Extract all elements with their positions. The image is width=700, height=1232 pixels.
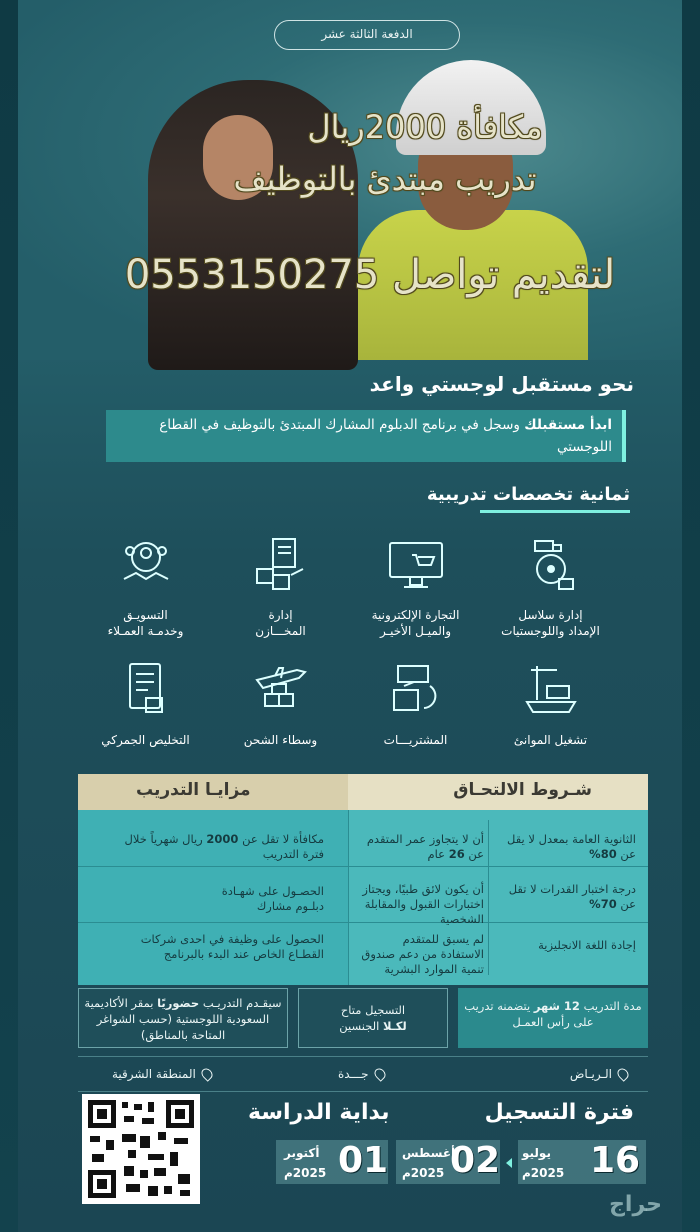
title-underline	[480, 510, 630, 513]
reg-end-month: أغسطس	[402, 1146, 456, 1160]
customer-service-icon	[116, 535, 176, 595]
spec-supply-chain	[483, 535, 618, 639]
divider	[488, 820, 489, 975]
gender-text	[299, 989, 447, 1034]
spec-label: إدارة سلاسل الإمداد واللوجستيات	[501, 608, 600, 638]
benefit-diploma: الحصـول على شهـادة دبلـوم مشارك	[221, 884, 324, 913]
condition-age	[356, 832, 484, 862]
venue-bold: حضوريًا	[157, 996, 200, 1010]
cell-text: أن لا يتجاوز عمر المتقدم عن	[366, 832, 484, 861]
condition-english: إجادة اللغة الانجليزية	[538, 938, 636, 952]
benefit-job: الحصول على وظيفة في احدى شركات القطـاع الخاص عند البدء بالبرنامج	[140, 932, 324, 961]
cell-text: عام	[427, 847, 446, 861]
spec-port	[483, 660, 618, 748]
conditions-title: شـروط الالتحـاق	[453, 780, 592, 800]
intro-bold: ابدأ مستقبلك	[524, 417, 612, 433]
spec-warehouse	[213, 535, 348, 639]
overlay-training: تدريب مبتدئ بالتوظيف	[233, 160, 537, 198]
study-start-day: 01	[338, 1140, 389, 1181]
location-pin-icon	[372, 1066, 388, 1082]
overlay-phone: لتقديم تواصل 0553150275	[124, 252, 616, 298]
benefit-stipend	[114, 832, 324, 862]
qr-code-icon	[88, 1100, 194, 1198]
port-icon	[521, 660, 581, 720]
intro-box	[106, 410, 626, 462]
spec-label: المشتريـــات	[383, 733, 448, 747]
cities-row	[78, 1056, 648, 1092]
city-eastern	[112, 1067, 212, 1081]
intro-text: وسجل في برنامج الدبلوم المشارك المبتدئ بالتوظيف في القطاع اللوجستي	[159, 417, 612, 455]
cell-bold: 26	[448, 847, 465, 861]
spec-customs	[78, 660, 213, 748]
benefits-title: مزايـا التدريب	[136, 780, 251, 800]
left-frame	[0, 0, 18, 1232]
spec-label: التجارة الإلكترونية والميـل الأخيـر	[371, 608, 460, 638]
cell-bold: 2000	[206, 832, 239, 846]
condition-medical: أن يكون لائق طبيًا، ويجتاز اختبارات القبول والمقابلة الشخصية	[362, 882, 484, 926]
batch-badge: الدفعة الثالثة عشر	[274, 20, 460, 50]
study-start-year: 2025م	[284, 1166, 327, 1180]
spec-customer-service	[78, 535, 213, 639]
venue-text	[79, 989, 287, 1043]
cell-text: درجة اختبار القدرات لا تقل عن	[508, 882, 636, 911]
spec-label: التخليص الجمركي	[101, 733, 190, 747]
duration-text	[458, 988, 648, 1030]
arrow-icon	[506, 1158, 512, 1168]
qr-code[interactable]	[82, 1094, 200, 1204]
spec-label: التسويـق وخدمـة العمـلاء	[107, 608, 184, 638]
condition-hrdf: لم يسبق للمتقدم الاستفادة من دعم صندوق تنمية الموارد البشرية	[361, 932, 484, 976]
spec-ecommerce	[348, 535, 483, 639]
reg-start-month: يوليو	[522, 1146, 551, 1160]
study-start-title: بداية الدراسة	[248, 1100, 390, 1125]
gender-box	[298, 988, 448, 1048]
warehouse-icon	[251, 535, 311, 595]
reg-end-year: 2025م	[402, 1166, 445, 1180]
city-label: الـريـاض	[569, 1067, 612, 1081]
city-riyadh	[570, 1067, 628, 1081]
specializations-title: ثمانية تخصصات تدريبية	[426, 484, 630, 505]
shipping-icon	[251, 660, 311, 720]
spec-shipping	[213, 660, 348, 748]
venue-pre: سيقـدم التدريـب	[202, 996, 282, 1010]
poster	[18, 0, 682, 1232]
procurement-icon	[386, 660, 446, 720]
watermark: حراج	[609, 1192, 662, 1217]
page-title: نحو مستقبل لوجستي واعد	[369, 372, 634, 396]
spec-label: تشغيل الموانئ	[513, 733, 588, 747]
duration-post: يتضمنه تدريب على رأس العمـل	[464, 999, 594, 1029]
row-divider	[78, 866, 648, 867]
gender-bold: لكـلا	[383, 1019, 407, 1033]
ecommerce-icon	[386, 535, 446, 595]
reg-start-day: 16	[590, 1140, 641, 1181]
condition-gpa	[496, 832, 636, 862]
venue-box	[78, 988, 288, 1048]
overlay-reward: مكافأة 2000ريال	[307, 108, 543, 146]
registration-title: فترة التسجيل	[484, 1100, 634, 1125]
venue-post: بمقر الأكاديمية السعودية اللوجستية (حسب الشواغر المتاحة بالمناطق)	[84, 996, 270, 1042]
spec-label: وسطاء الشحن	[243, 733, 318, 747]
city-jeddah	[338, 1067, 385, 1081]
reg-end-day: 02	[450, 1140, 501, 1181]
city-label: جـــدة	[338, 1067, 369, 1081]
spec-procurement	[348, 660, 483, 748]
duration-pre: مدة التدريب	[583, 999, 642, 1013]
study-start-month: أكتوبر	[284, 1146, 320, 1160]
gender-post: الجنسين	[339, 1019, 380, 1033]
cell-text: ريال شهرياً خلال فترة التدريب	[124, 832, 324, 861]
reg-start-year: 2025م	[522, 1166, 565, 1180]
spec-label: إدارة المخـــازن	[255, 608, 306, 638]
footer-info-row	[78, 988, 648, 1048]
right-frame	[682, 0, 700, 1232]
cell-bold: 70%	[589, 897, 617, 911]
duration-bold: 12 شهر	[533, 999, 580, 1013]
gender-pre: التسجيل متاح	[340, 1003, 406, 1017]
location-pin-icon	[615, 1066, 631, 1082]
city-label: المنطقة الشرقية	[112, 1067, 196, 1081]
condition-aptitude	[496, 882, 636, 912]
customs-icon	[116, 660, 176, 720]
duration-box	[458, 988, 648, 1048]
cell-bold: 80%	[589, 847, 617, 861]
cell-text: مكافأة لا تقل عن	[242, 832, 324, 846]
location-pin-icon	[199, 1066, 215, 1082]
divider	[348, 810, 349, 985]
cell-text: الثانوية العامة بمعدل لا يقل عن	[507, 832, 636, 861]
supply-chain-icon	[521, 535, 581, 595]
